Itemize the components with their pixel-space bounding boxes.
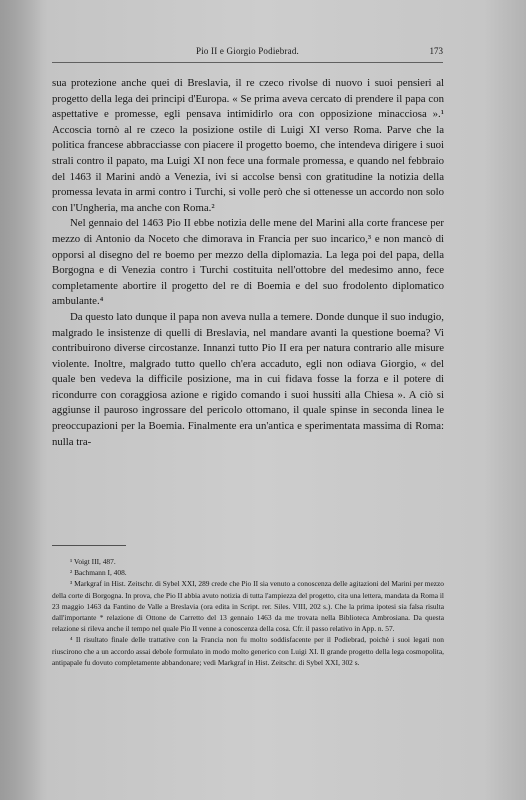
- paragraph: Da questo lato dunque il papa non aveva nulla a temere. Donde dunque il suo indugio, malgrado le insistenze di quelli di Breslavia, nel mandare avanti la questione boema? Vi contribuirono diverse circostanze. Innanzi tutto Pio II era per natura contrario alle misure violente. Inoltre, malgrado tutto quello ch'era accaduto, egli non odiava Giorgio, « del quale ben vedeva la difficile posizione, ma in cui fidava fosse la forza e il potere di ricondurre con coraggiosa azione e rigido comando i suoi hussiti alla Chiesa ». A ciò si aggiunse il pauroso ingrossare del pericolo ottomano, il quale spinse in seconda linea le preoccupazioni per la Boemia. Finalmente era un'antica e sperimentata massima di Roma: nulla tra-: [52, 310, 444, 448]
- footnote: ¹ Voigt III, 487.: [70, 557, 116, 566]
- page-number: 173: [429, 46, 443, 56]
- paragraph: Nel gennaio del 1463 Pio II ebbe notizia delle mene del Marini alla corte francese per mezzo di Antonio da Noceto che dimorava in Francia per suo incarico,³ e non mancò di opporsi al disegno del re boemo per mezzo della diplomazia. La lega poi del papa, della Borgogna e di Venezia contro i Turchi costituita nell'ottobre del medesimo anno, fece completamente abortire il progetto del re di Boemia e del suo frodolento diplomatico ambulante.⁴: [52, 217, 444, 308]
- footnote-rule: [52, 545, 126, 546]
- header-rule: [52, 62, 443, 63]
- running-header: [52, 46, 443, 62]
- paragraph: sua protezione anche quei di Breslavia, il re czeco rivolse di nuovo i suoi pensieri al progetto della lega dei principi d'Europa. « Se prima aveva cercato di prendere il papa con aspettative e promesse, egli pensava intimidirlo ora con opposizione minacciosa ».¹ Accoscia tornò al re czeco la posizione ostile di Luigi XI verso Roma. Parve che la politica francese abbracciasse con piacere il progetto boemo, che intendeva dirigere i suoi strali contro il papato, ma Luigi XI non fece una formale promessa, e quando nel febbraio del 1463 il Marini andò a Venezia, ivi si accolse bensì con gratitudine la notizia della promessa levata in armi contro i Turchi, si volle però che si ottenesse un accordo non solo con l'Ungheria, ma anche con Roma.²: [52, 77, 444, 214]
- page-spine-shadow: [0, 0, 48, 800]
- footnote: ² Bachmann I, 408.: [70, 568, 127, 578]
- main-text: [52, 76, 444, 450]
- running-title: Pio II e Giorgio Podiebrad.: [196, 46, 299, 56]
- footnotes: [52, 556, 444, 668]
- footnote: ³ Markgraf in Hist. Zeitschr. di Sybel XXI, 289 crede che Pio II sia venuto a conoscenza delle agitazioni del Marini per mezzo della corte di Borgogna. In prova, che Pio II abbia avuto notizia di tutta l'ampiezza del progetto, cita una lettera, mandata da Roma il 23 maggio 1463 da Fantino de Valle a Breslavia (ora edita in Script. rer. Siles. VIII, 202 s.). Che la prima ipotesi sia falsa risulta dall'importante * relazione di Ottone de Carretto del 13 gennaio 1463 da me trovata nella Biblioteca Ambrosiana. Da questa relazione si rileva anche il tempo nel quale Pio II venne a conoscenza della cosa. Cfr. il passo relativo in App. n. 57.: [52, 579, 444, 634]
- footnote: ⁴ Il risultato finale delle trattative con la Francia non fu molto soddisfacente per il Podiebrad, poichè i suoi legati non riuscirono che a un accordo assai debole formulato in modo molto generico con Luigi XI. Il grande progetto della lega cosmopolita, antipapale fu dovuto completamente abbandonare; vedi Markgraf in Hist. Zeitschr. di Sybel XXI, 302 s.: [52, 635, 444, 667]
